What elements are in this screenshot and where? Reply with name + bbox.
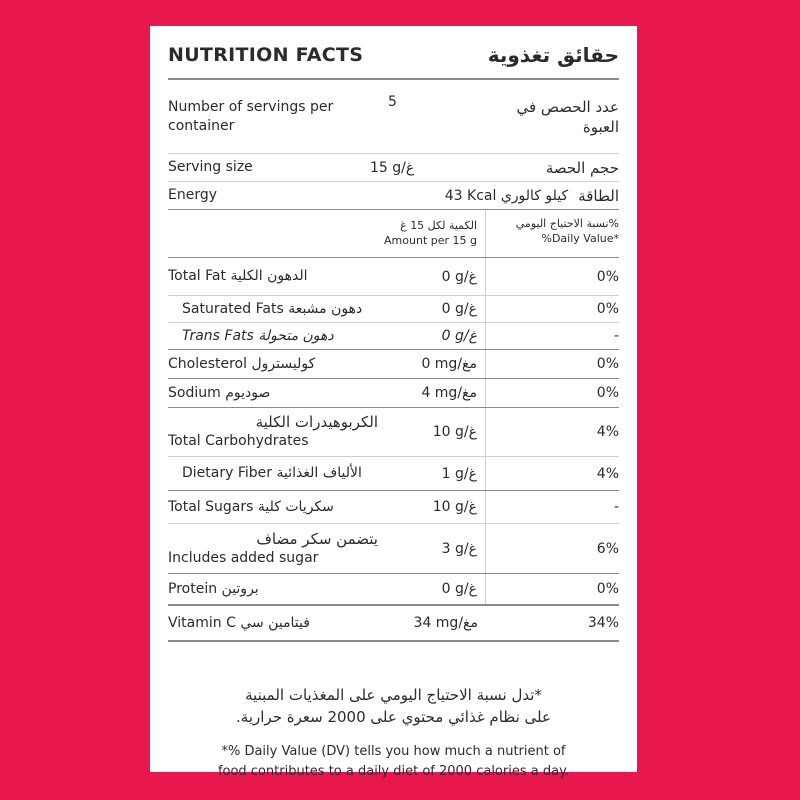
nutrient-daily-value: 0% — [596, 356, 619, 372]
amount-header-en: Amount per 15 g — [384, 234, 477, 247]
footnote — [168, 642, 619, 782]
nutrient-name: Protein بروتين — [168, 580, 259, 597]
column-header-row — [168, 210, 619, 258]
nutrient-amount: 10 g/غ — [378, 491, 486, 523]
servings-value: 5 — [388, 94, 397, 110]
nutrient-row-cholesterol — [168, 350, 619, 379]
title-english: NUTRITION FACTS — [168, 44, 364, 66]
nutrient-name: Total Fat الدهون الكلية — [168, 268, 308, 284]
nutrient-amount: 0 g/غ — [378, 258, 486, 295]
nutrient-daily-value: 0% — [596, 268, 619, 285]
nutrient-row-vitamin-c — [168, 606, 619, 642]
nutrient-name: Total Sugars سكريات كلية — [168, 498, 334, 515]
nutrient-row-sodium — [168, 379, 619, 408]
servings-row — [168, 80, 619, 154]
nutrient-row-saturated-fats — [168, 296, 619, 323]
energy-label-en: Energy — [168, 187, 218, 203]
nutrient-daily-value: - — [613, 328, 619, 344]
nutrient-amount: 0 g/غ — [378, 574, 486, 604]
nutrient-name-ar: الكربوهيدرات الكلية — [255, 413, 378, 431]
nutrient-amount: 4 mg/مغ — [378, 379, 486, 407]
nutrient-row-added-sugar — [168, 524, 619, 574]
nutrient-name: Dietary Fiber الألياف الغذائية — [182, 465, 362, 481]
energy-value: 43 Kcal كيلو كالوري — [444, 187, 569, 204]
nutrient-daily-value: 34% — [587, 615, 619, 631]
nutrition-facts-label — [150, 26, 637, 779]
footnote-en-line1: *% Daily Value (DV) tells you how much a nutrient of — [221, 744, 566, 759]
nutrient-row-dietary-fiber — [168, 457, 619, 491]
serving-size-label-ar: حجم الحصة — [545, 158, 619, 177]
servings-label-ar: عدد الحصص في العبوة — [516, 97, 619, 136]
daily-value-header — [486, 210, 619, 257]
serving-size-value: 15 g/غ — [370, 159, 415, 176]
nutrient-daily-value: 6% — [596, 540, 619, 557]
nutrient-name: Sodium صوديوم — [168, 384, 271, 401]
nutrient-name: Cholesterol كوليسترول — [168, 355, 316, 372]
nutrient-name-en: Total Carbohydrates — [168, 433, 309, 449]
servings-label-en: Number of servings per container — [168, 98, 334, 134]
nutrient-row-trans-fats — [168, 323, 619, 350]
amount-per-header — [323, 210, 486, 257]
nutrient-name: Saturated Fats دهون مشبعة — [182, 300, 363, 317]
title-row — [168, 26, 619, 80]
title-arabic: حقائق تغذوية — [487, 43, 619, 67]
dv-header-en: %Daily Value* — [541, 232, 619, 245]
amount-header-ar: الكمية لكل 15 غ — [400, 219, 477, 232]
nutrient-amount: 34 mg/مغ — [413, 615, 478, 631]
footnote-ar-line1: *تدل نسبة الاحتياج اليومي على المغذيات المبنية — [245, 686, 542, 704]
nutrient-amount: 0 g/غ — [378, 296, 486, 322]
energy-label-ar: الطاقة — [578, 186, 619, 205]
nutrient-amount: 3 g/غ — [378, 524, 486, 573]
nutrient-daily-value: - — [613, 499, 619, 515]
nutrient-daily-value: 4% — [596, 424, 619, 440]
nutrient-name: Trans Fats دهون متحولة — [182, 327, 334, 344]
nutrient-row-total-sugars — [168, 491, 619, 524]
nutrient-daily-value: 0% — [596, 581, 619, 597]
serving-size-row — [168, 154, 619, 182]
nutrient-name — [168, 413, 378, 451]
nutrient-amount: 10 g/غ — [378, 408, 486, 456]
nutrient-amount: 0 mg/مغ — [378, 350, 486, 378]
serving-size-label-en: Serving size — [168, 159, 253, 175]
nutrient-name — [168, 530, 378, 568]
energy-row — [168, 182, 619, 210]
nutrient-amount: 0 g/غ — [378, 323, 486, 349]
nutrient-name: Vitamin C فيتامين سي — [168, 614, 310, 631]
nutrient-amount: 1 g/غ — [378, 457, 486, 490]
nutrient-daily-value: 4% — [596, 465, 619, 482]
dv-header-ar: %نسبة الاحتياج اليومي — [515, 217, 619, 230]
footnote-en-line2: food contributes to a daily diet of 2000 calories a day. — [217, 764, 570, 779]
nutrient-row-total-fat — [168, 258, 619, 296]
nutrient-daily-value: 0% — [596, 385, 619, 401]
nutrient-daily-value: 0% — [596, 301, 619, 317]
nutrient-name-ar: يتضمن سكر مضاف — [256, 529, 378, 548]
nutrient-name-en: Includes added sugar — [168, 549, 319, 566]
nutrient-row-total-carbohydrates — [168, 408, 619, 457]
nutrient-row-protein — [168, 574, 619, 606]
footnote-ar-line2: على نظام غذائي محتوي على 2000 سعرة حرارية. — [236, 708, 551, 726]
